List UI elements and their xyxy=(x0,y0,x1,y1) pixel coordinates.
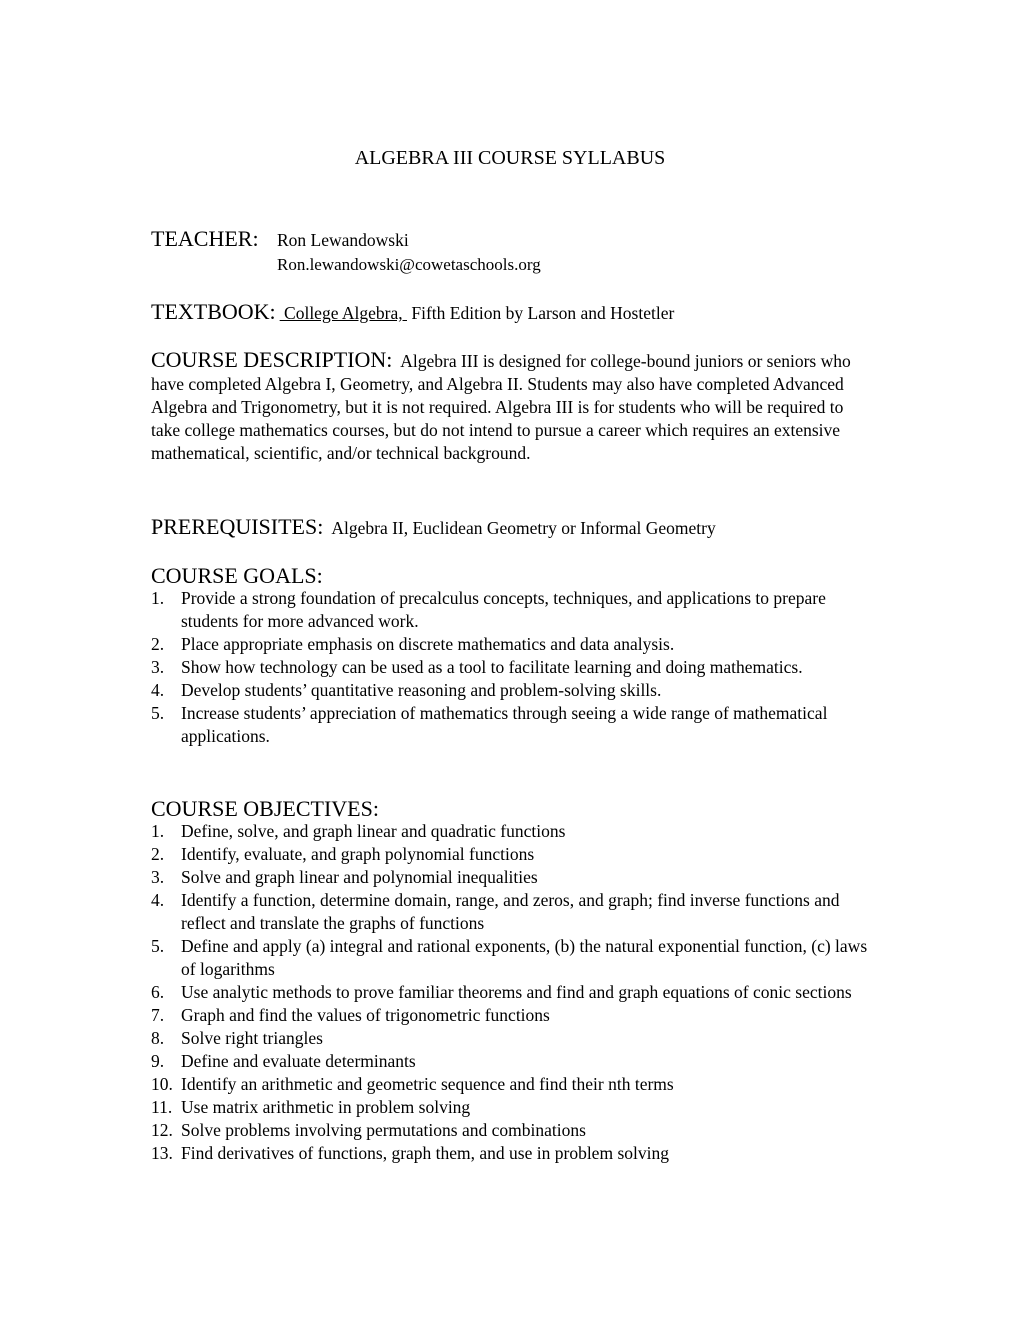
list-item-number: 8. xyxy=(151,1028,165,1048)
list-item-number: 4. xyxy=(151,680,165,700)
page-title: ALGEBRA III COURSE SYLLABUS xyxy=(354,147,666,169)
list-item xyxy=(151,889,871,935)
list-item-number: 1. xyxy=(151,588,165,608)
list-item-text: Define and apply (a) integral and rational exponents, (b) the natural exponential function, (c) laws of logarithms xyxy=(181,936,868,979)
course-description-label: COURSE DESCRIPTION: xyxy=(151,347,393,372)
list-item-text: Find derivatives of functions, graph them, and use in problem solving xyxy=(181,1143,669,1163)
list-item-text: Provide a strong foundation of precalculus concepts, techniques, and applications to prepare students for more advanced work. xyxy=(181,588,826,631)
list-item xyxy=(151,981,871,1004)
list-item xyxy=(151,866,871,889)
course-description-section xyxy=(151,348,871,465)
list-item-number: 6. xyxy=(151,982,165,1002)
teacher-label: TEACHER: xyxy=(151,226,259,251)
list-item-number: 5. xyxy=(151,703,165,723)
prerequisites-section xyxy=(151,515,871,541)
teacher-email: Ron.lewandowski@cowetaschools.org xyxy=(277,255,541,274)
list-item xyxy=(151,1096,871,1119)
list-item-number: 3. xyxy=(151,657,165,677)
list-item-text: Increase students’ appreciation of mathematics through seeing a wide range of mathematical applications. xyxy=(181,703,828,746)
list-item-text: Place appropriate emphasis on discrete mathematics and data analysis. xyxy=(181,634,675,654)
list-item xyxy=(151,935,871,981)
list-item-text: Use matrix arithmetic in problem solving xyxy=(181,1097,471,1117)
list-item-number: 9. xyxy=(151,1051,165,1071)
list-item-text: Develop students’ quantitative reasoning and problem-solving skills. xyxy=(181,680,662,700)
list-item xyxy=(151,679,871,702)
course-goals-section xyxy=(151,564,871,748)
list-item-number: 7. xyxy=(151,1005,165,1025)
course-objectives-label: COURSE OBJECTIVES: xyxy=(151,796,379,821)
textbook-edition: Fifth Edition by Larson and Hostetler xyxy=(406,303,675,323)
list-item-text: Define, solve, and graph linear and quadratic functions xyxy=(181,821,566,841)
list-item xyxy=(151,820,871,843)
list-item-number: 2. xyxy=(151,844,165,864)
prerequisites-label: PREREQUISITES: xyxy=(151,514,324,539)
list-item xyxy=(151,633,871,656)
list-item-number: 3. xyxy=(151,867,165,887)
prerequisites-text: Algebra II, Euclidean Geometry or Informal Geometry xyxy=(331,518,716,538)
textbook-title: College Algebra, xyxy=(279,303,407,323)
list-item xyxy=(151,1004,871,1027)
course-objectives-section xyxy=(151,797,871,1165)
list-item xyxy=(151,656,871,679)
list-item-number: 1. xyxy=(151,821,165,841)
list-item-text: Identify, evaluate, and graph polynomial functions xyxy=(181,844,535,864)
list-item-number: 4. xyxy=(151,890,165,910)
list-item-text: Solve right triangles xyxy=(181,1028,323,1048)
list-item xyxy=(151,1027,871,1050)
list-item xyxy=(151,1119,871,1142)
textbook-label: TEXTBOOK: xyxy=(151,299,276,324)
teacher-name: Ron Lewandowski xyxy=(277,230,409,250)
list-item-text: Show how technology can be used as a tool to facilitate learning and doing mathematics. xyxy=(181,657,803,677)
list-item-text: Define and evaluate determinants xyxy=(181,1051,416,1071)
list-item xyxy=(151,843,871,866)
course-description-text: Algebra III is designed for college-bound juniors or seniors who have completed Algebra I, Geometry, and Algebra II. Students may also have completed Advanced Algebra and Trigonometry, but it is not required. Algebra III is for students who will be required to take college mathematics courses, but do not intend to pursue a career which requires an extensive mathematical, scientific, and/or technical background. xyxy=(151,351,851,463)
course-goals-list xyxy=(151,587,871,748)
list-item xyxy=(151,1050,871,1073)
list-item-text: Graph and find the values of trigonometric functions xyxy=(181,1005,550,1025)
teacher-section xyxy=(151,227,871,276)
list-item xyxy=(151,702,871,748)
list-item xyxy=(151,587,871,633)
list-item-number: 13. xyxy=(151,1143,173,1163)
course-objectives-list xyxy=(151,820,871,1165)
list-item-text: Solve and graph linear and polynomial inequalities xyxy=(181,867,538,887)
list-item-number: 10. xyxy=(151,1074,173,1094)
list-item-number: 11. xyxy=(151,1097,173,1117)
list-item-text: Identify a function, determine domain, range, and zeros, and graph; find inverse functions and reflect and translate the graphs of functions xyxy=(181,890,840,933)
list-item xyxy=(151,1073,871,1096)
list-item-text: Identify an arithmetic and geometric sequence and find their nth terms xyxy=(181,1074,674,1094)
list-item-text: Use analytic methods to prove familiar theorems and find and graph equations of conic sections xyxy=(181,982,852,1002)
list-item-text: Solve problems involving permutations and combinations xyxy=(181,1120,586,1140)
list-item-number: 5. xyxy=(151,936,165,956)
list-item-number: 12. xyxy=(151,1120,173,1140)
textbook-section xyxy=(151,300,871,326)
course-goals-label: COURSE GOALS: xyxy=(151,563,323,588)
list-item xyxy=(151,1142,871,1165)
list-item-number: 2. xyxy=(151,634,165,654)
